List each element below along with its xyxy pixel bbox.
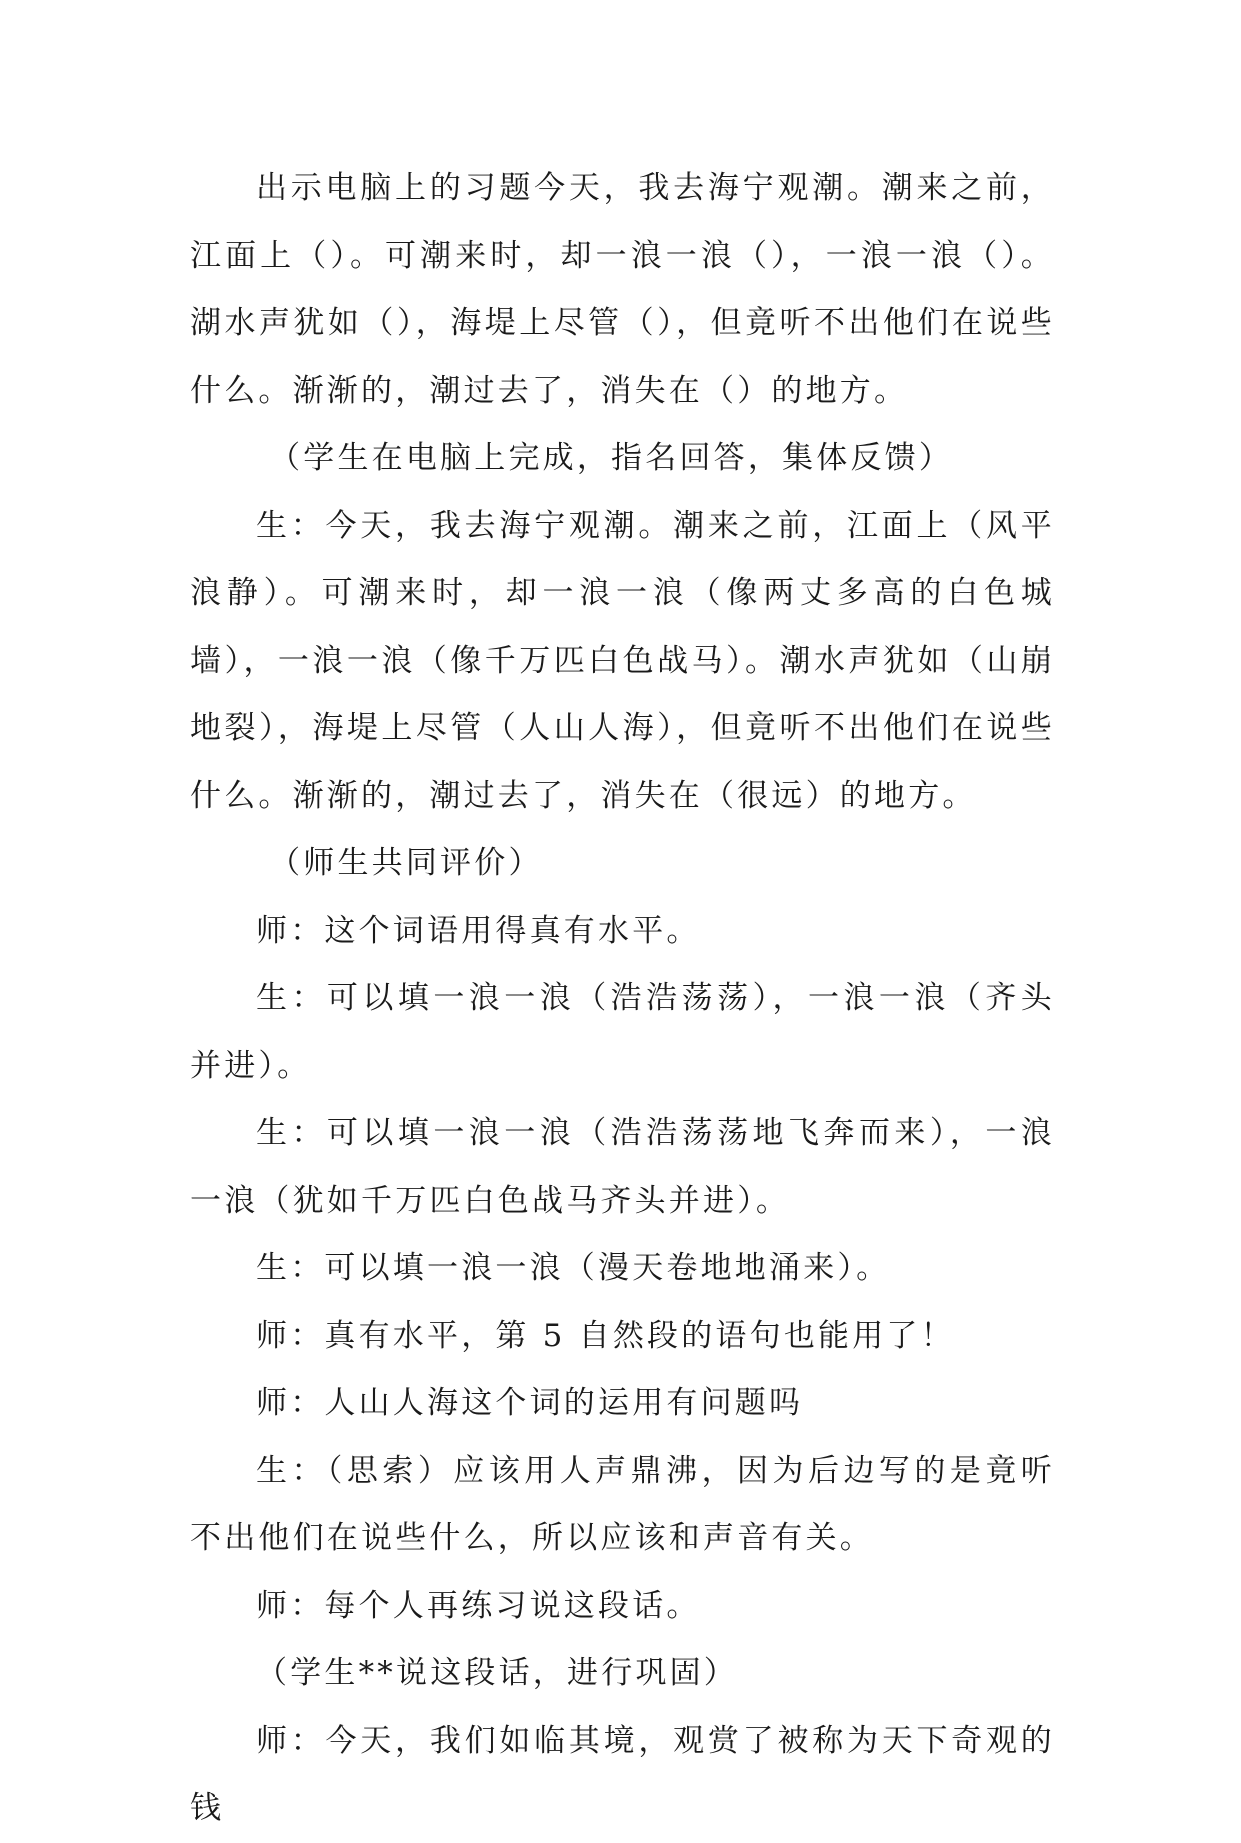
paragraph: （师生共同评价） [256,845,543,881]
paragraph: 生：可以填一浪一浪（浩浩荡荡地飞奔而来），一浪一浪（犹如千万匹白色战马齐头并进）。 [190,1115,1055,1219]
paragraph: （学生在电脑上完成，指名回答，集体反馈） [256,440,954,476]
paragraph: 师：今天，我们如临其境，观赏了被称为天下奇观的钱 [190,1722,1055,1826]
paragraph: 生：可以填一浪一浪（浩浩荡荡），一浪一浪（齐头并进）。 [190,980,1055,1084]
paragraph: 出示电脑上的习题今天，我去海宁观潮。潮来之前，江面上（）。可潮来时，却一浪一浪（），一浪一浪（）。湖水声犹如（），海堤上尽管（），但竟听不出他们在说些什么。渐渐的，潮过去了，消失在（）的地方。 [190,170,1055,409]
document-page [190,155,1055,1843]
paragraph: 师：这个词语用得真有水平。 [256,912,701,949]
paragraph: 生：（思索）应该用人声鼎沸，因为后边写的是竟听不出他们在说些什么，所以应该和声音有关。 [190,1452,1055,1556]
paragraph: 生：可以填一浪一浪（漫天卷地地涌来）。 [256,1250,891,1286]
paragraph: 师：每个人再练习说这段话。 [256,1587,701,1624]
paragraph: 师：人山人海这个词的运用有问题吗 [256,1385,804,1421]
paragraph: 师：真有水平，第 5 自然段的语句也能用了！ [256,1317,955,1354]
paragraph: 生：今天，我去海宁观潮。潮来之前，江面上（风平浪静）。可潮来时，却一浪一浪（像两丈多高的白色城墙），一浪一浪（像千万匹白色战马）。潮水声犹如（山崩地裂），海堤上尽管（人山人海），但竟听不出他们在说些什么。渐渐的，潮过去了，消失在（很远）的地方。 [190,507,1055,814]
paragraph: （学生**说这段话，进行巩固） [256,1655,738,1691]
